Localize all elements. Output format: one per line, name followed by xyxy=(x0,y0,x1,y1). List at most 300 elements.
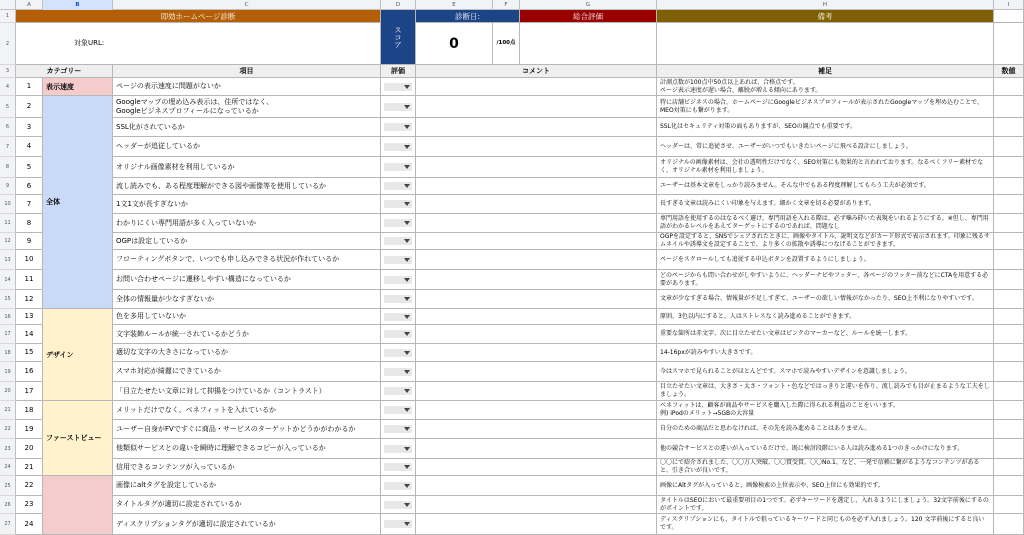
row-number-label: 11 xyxy=(4,220,11,226)
score-value-cell[interactable] xyxy=(416,23,493,65)
dropdown-chip[interactable] xyxy=(384,387,412,395)
row-index-cell[interactable] xyxy=(16,118,43,137)
chevron-down-icon xyxy=(404,278,410,282)
dropdown-chip[interactable] xyxy=(384,520,412,528)
dropdown-chip[interactable] xyxy=(384,103,412,111)
header-supplement-label: 補足 xyxy=(818,66,832,75)
row-number-label: 16 xyxy=(4,313,11,320)
value-cell[interactable] xyxy=(994,476,1024,496)
supplement-cell[interactable] xyxy=(657,362,994,382)
category-speed[interactable] xyxy=(43,78,113,96)
comment-cell[interactable] xyxy=(416,178,657,195)
supplement-cell[interactable] xyxy=(657,439,994,459)
row-number[interactable] xyxy=(0,23,16,65)
supplement-cell[interactable] xyxy=(657,309,994,325)
value-cell[interactable] xyxy=(994,362,1024,382)
row-number-label: 27 xyxy=(4,521,11,527)
category-seo[interactable] xyxy=(43,476,113,535)
row-index-cell[interactable] xyxy=(16,514,43,535)
row-number[interactable] xyxy=(0,270,16,290)
row-number-label: 9 xyxy=(5,183,10,189)
row-number[interactable] xyxy=(0,401,16,420)
check-item-cell[interactable] xyxy=(113,309,381,325)
row-number-label: 18 xyxy=(4,349,11,356)
row-number[interactable] xyxy=(0,420,16,439)
row-index: 12 xyxy=(24,294,34,303)
row-number-label: 13 xyxy=(4,256,11,263)
row-number-label: 25 xyxy=(4,482,11,489)
category-design-label: デザイン xyxy=(46,350,74,359)
column-header-bar xyxy=(0,0,1024,10)
check-item-cell[interactable] xyxy=(113,325,381,344)
row-number-label: 23 xyxy=(4,445,11,452)
value-cell[interactable] xyxy=(994,496,1024,514)
row-number[interactable] xyxy=(0,439,16,459)
value-cell[interactable] xyxy=(994,439,1024,459)
comment-cell[interactable] xyxy=(416,439,657,459)
comment-cell[interactable] xyxy=(416,459,657,476)
comment-cell[interactable] xyxy=(416,344,657,362)
chevron-down-icon xyxy=(404,85,410,89)
row-index-cell[interactable] xyxy=(16,344,43,362)
row-number-label: 24 xyxy=(4,464,11,470)
check-item-label: OGPは設定しているか xyxy=(116,236,188,245)
evaluation-dropdown[interactable] xyxy=(381,270,416,290)
row-index-cell[interactable] xyxy=(16,476,43,496)
row-index: 1 xyxy=(26,82,32,90)
col-header-b[interactable]: B xyxy=(43,0,113,10)
category-design[interactable] xyxy=(43,309,113,401)
check-item-cell[interactable] xyxy=(113,233,381,250)
row-number[interactable] xyxy=(0,157,16,178)
diagnosis-date-cell[interactable] xyxy=(416,10,520,23)
evaluation-dropdown[interactable] xyxy=(381,362,416,382)
supplement-cell[interactable] xyxy=(657,270,994,290)
value-cell[interactable] xyxy=(994,137,1024,157)
row-number-label: 21 xyxy=(4,407,11,413)
category-first-view[interactable] xyxy=(43,401,113,476)
evaluation-dropdown[interactable] xyxy=(381,250,416,270)
row-number[interactable] xyxy=(0,78,16,96)
row-index-cell[interactable] xyxy=(16,270,43,290)
row-number-label: 8 xyxy=(5,164,10,170)
dropdown-chip[interactable] xyxy=(384,83,412,91)
row-number[interactable] xyxy=(0,496,16,514)
evaluation-dropdown[interactable] xyxy=(381,344,416,362)
check-item-cell[interactable] xyxy=(113,439,381,459)
row-number[interactable] xyxy=(0,214,16,233)
category-overall[interactable] xyxy=(43,96,113,309)
check-item-label: スマホ対応が綺麗にできているか xyxy=(116,367,221,375)
value-cell[interactable] xyxy=(994,309,1024,325)
row-number[interactable] xyxy=(0,195,16,214)
col-header-c[interactable]: C xyxy=(113,0,381,10)
row-index-cell[interactable] xyxy=(16,420,43,439)
value-cell[interactable] xyxy=(994,401,1024,420)
evaluation-dropdown[interactable] xyxy=(381,178,416,195)
comment-cell[interactable] xyxy=(416,290,657,309)
supplement-text: SSL化はセキュリティ対策の面もありますが、SEOの観点でも重要です。 xyxy=(660,123,857,130)
comment-cell[interactable] xyxy=(416,157,657,178)
check-item-label: 信用できるコンテンツが入っているか xyxy=(116,462,235,471)
row-index-cell[interactable] xyxy=(16,214,43,233)
comment-cell[interactable] xyxy=(416,476,657,496)
value-cell[interactable] xyxy=(994,344,1024,362)
row-number-label: 7 xyxy=(5,143,10,150)
comment-cell[interactable] xyxy=(416,233,657,250)
col-header-h[interactable]: H xyxy=(657,0,994,10)
chevron-down-icon xyxy=(404,351,410,355)
supplement-cell[interactable] xyxy=(657,214,994,233)
supplement-text: 画像にAltタグが入っていると、画像検索の上位表示や、SEO上位にも効果的です。 xyxy=(660,481,884,489)
supplement-cell[interactable] xyxy=(657,118,994,137)
col-header-f[interactable]: F xyxy=(493,0,520,10)
supplement-cell[interactable] xyxy=(657,250,994,270)
chevron-down-icon xyxy=(404,258,410,262)
row-index-cell[interactable] xyxy=(16,250,43,270)
comment-cell[interactable] xyxy=(416,78,657,96)
chevron-down-icon xyxy=(404,315,410,319)
supplement-cell[interactable] xyxy=(657,476,994,496)
check-item-cell[interactable] xyxy=(113,362,381,382)
row-index: 11 xyxy=(24,275,34,283)
comment-cell[interactable] xyxy=(416,137,657,157)
dropdown-chip[interactable] xyxy=(384,368,412,376)
check-item-cell[interactable] xyxy=(113,195,381,214)
value-cell[interactable] xyxy=(994,96,1024,118)
check-item-cell[interactable] xyxy=(113,78,381,96)
supplement-cell[interactable] xyxy=(657,459,994,476)
comment-cell[interactable] xyxy=(416,96,657,118)
check-item-label: 文字装飾ルールが統一されているかどうか xyxy=(116,329,249,338)
evaluation-dropdown[interactable] xyxy=(381,233,416,250)
row-number[interactable] xyxy=(0,325,16,344)
evaluation-dropdown[interactable] xyxy=(381,496,416,514)
dropdown-chip[interactable] xyxy=(384,501,412,509)
evaluation-dropdown[interactable] xyxy=(381,214,416,233)
empty-cell[interactable] xyxy=(16,78,43,96)
dropdown-chip[interactable] xyxy=(384,349,412,357)
dropdown-chip[interactable] xyxy=(384,463,412,471)
row-number[interactable] xyxy=(0,476,16,496)
score-value: 0 xyxy=(449,35,459,52)
header-value[interactable] xyxy=(994,65,1024,78)
supplement-cell[interactable] xyxy=(657,195,994,214)
evaluation-dropdown[interactable] xyxy=(381,325,416,344)
dropdown-chip[interactable] xyxy=(384,123,412,131)
supplement-text: どのページからも問い合わせがしやすいように、ヘッダーナビやフッター、各ページのフッター前などにCTAを用意する必要があります。 xyxy=(660,271,989,287)
row-index: 4 xyxy=(26,142,32,150)
evaluation-dropdown[interactable] xyxy=(381,439,416,459)
check-item-cell[interactable] xyxy=(113,401,381,420)
diagnosis-date-label: 診断日: xyxy=(454,11,481,21)
supplement-text: 自分のための商品だと思わなければ、その先を読み進めることはありません。 xyxy=(660,425,871,432)
check-item-label: わかりにくい専門用語が多く入っていないか xyxy=(116,218,256,227)
chevron-down-icon xyxy=(404,370,410,374)
dropdown-chip[interactable] xyxy=(384,163,412,171)
check-item-label: Googleマップの埋め込み表示は、住所ではなく、 Googleビジネスプロフィールになっているか xyxy=(116,97,274,115)
row-index: 7 xyxy=(26,199,32,208)
row-number-label: 1 xyxy=(5,13,10,19)
evaluation-dropdown[interactable] xyxy=(381,514,416,535)
evaluation-dropdown[interactable] xyxy=(381,309,416,325)
check-item-cell[interactable] xyxy=(113,496,381,514)
check-item-cell[interactable] xyxy=(113,178,381,195)
row-index-cell[interactable] xyxy=(16,178,43,195)
evaluation-dropdown[interactable] xyxy=(381,401,416,420)
row-number[interactable] xyxy=(0,65,16,78)
comment-cell[interactable] xyxy=(416,250,657,270)
comment-cell[interactable] xyxy=(416,420,657,439)
row-number[interactable] xyxy=(0,344,16,362)
chevron-down-icon xyxy=(404,484,410,488)
row-index-cell[interactable] xyxy=(16,309,43,325)
value-cell[interactable] xyxy=(994,233,1024,250)
evaluation-dropdown[interactable] xyxy=(381,459,416,476)
evaluation-dropdown[interactable] xyxy=(381,382,416,401)
supplement-cell[interactable] xyxy=(657,96,994,118)
row-index-cell[interactable] xyxy=(16,290,43,309)
check-item-label: 他類似サービスとの違いを瞬時に理解できるコピーが入っているか xyxy=(116,444,326,452)
col-header-g[interactable]: G xyxy=(520,0,657,10)
comment-cell[interactable] xyxy=(416,270,657,290)
header-supplement[interactable] xyxy=(657,65,994,78)
row-index-cell[interactable] xyxy=(16,439,43,459)
supplement-cell[interactable] xyxy=(657,78,994,96)
row-index: 14 xyxy=(24,329,34,338)
dropdown-chip[interactable] xyxy=(384,313,412,321)
evaluation-dropdown[interactable] xyxy=(381,137,416,157)
supplement-cell[interactable] xyxy=(657,401,994,420)
supplement-text: 計測点数が100点中50点以上あれば、合格点です。 ページ表示速度が遅い場合、離脱が増える傾向にあります。 xyxy=(660,78,822,94)
row-index: 5 xyxy=(26,162,32,171)
comment-cell[interactable] xyxy=(416,118,657,137)
dropdown-chip[interactable] xyxy=(384,200,412,208)
chevron-down-icon xyxy=(404,105,410,109)
row-number-label: 19 xyxy=(4,368,11,375)
value-cell[interactable] xyxy=(994,420,1024,439)
supplement-cell[interactable] xyxy=(657,157,994,178)
comment-cell[interactable] xyxy=(416,382,657,401)
supplement-text: ベネフィットは、顧客が商品やサービスを購入した際に得られる利益のことをいいます。 例) iPodのメリット→5GBの大容量 xyxy=(660,402,900,417)
row-number-label: 20 xyxy=(4,388,11,394)
overall-eval-value[interactable] xyxy=(520,23,657,65)
row-number[interactable] xyxy=(0,137,16,157)
header-evaluation[interactable] xyxy=(381,65,416,78)
supplement-text: 〇〇にで紹介されました、〇〇万人突破、〇〇賞受賞、〇〇No.1、など、一発で信頼に繋がるようなコンテンツがあると、引き合いが良いです。 xyxy=(660,459,980,474)
evaluation-dropdown[interactable] xyxy=(381,476,416,496)
row-number[interactable] xyxy=(0,459,16,476)
supplement-cell[interactable] xyxy=(657,496,994,514)
supplement-text: 専門用語を使用するのはなるべく避け、専門用語を入れる際は、必ず噛み砕いた表現をいれるようにする。※但し、専門用語がわかるレベルをあえてターゲットにするのであれば、問題なし xyxy=(660,215,989,230)
dropdown-chip[interactable] xyxy=(384,256,412,264)
header-comment-label: コメント xyxy=(522,66,550,75)
row-index-cell[interactable] xyxy=(16,195,43,214)
header-item-label: 項目 xyxy=(239,66,254,75)
supplement-text: タイトルはSEOにおいて最重要項目の1つです。必ずキーワードを選定し、入れるようにしましょう。32文字前後にするのがポイントです。 xyxy=(660,496,989,512)
supplement-cell[interactable] xyxy=(657,290,994,309)
row-index: 13 xyxy=(24,312,34,320)
supplement-cell[interactable] xyxy=(657,178,994,195)
row-number-label: 4 xyxy=(5,83,10,90)
evaluation-dropdown[interactable] xyxy=(381,290,416,309)
supplement-text: OGPを設定すると、SNSでシェアされたときに、画像やタイトル、説明文などがカード形式で表示されます。印象に残るサムネイルや誘導文を設定することで、より多くの拡散や誘導につなげることができます。 xyxy=(660,233,990,248)
evaluation-dropdown[interactable] xyxy=(381,420,416,439)
value-cell[interactable] xyxy=(994,78,1024,96)
empty-cell[interactable] xyxy=(994,10,1024,23)
check-item-cell[interactable] xyxy=(113,382,381,401)
supplement-text: 目立たせたい文章は、大きさ・太さ・フォント・色などではっきりと違いを作り、流し読みでも目が止まるような工夫をしましょう。 xyxy=(660,383,990,398)
check-item-cell[interactable] xyxy=(113,157,381,178)
chevron-down-icon xyxy=(404,221,410,225)
comment-cell[interactable] xyxy=(416,195,657,214)
check-item-cell[interactable] xyxy=(113,250,381,270)
row-index-cell[interactable] xyxy=(16,401,43,420)
check-item-cell[interactable] xyxy=(113,214,381,233)
value-cell[interactable] xyxy=(994,270,1024,290)
evaluation-dropdown[interactable] xyxy=(381,96,416,118)
value-cell[interactable] xyxy=(994,290,1024,309)
row-index-cell[interactable] xyxy=(16,325,43,344)
comment-cell[interactable] xyxy=(416,401,657,420)
check-item-cell[interactable] xyxy=(113,476,381,496)
check-item-label: 色を多用していないか xyxy=(116,312,186,320)
remarks-header-cell[interactable] xyxy=(657,10,994,23)
evaluation-dropdown[interactable] xyxy=(381,157,416,178)
check-item-cell[interactable] xyxy=(113,420,381,439)
row-number[interactable] xyxy=(0,233,16,250)
dropdown-chip[interactable] xyxy=(384,425,412,433)
evaluation-dropdown[interactable] xyxy=(381,118,416,137)
supplement-cell[interactable] xyxy=(657,514,994,535)
check-item-cell[interactable] xyxy=(113,96,381,118)
row-number[interactable] xyxy=(0,309,16,325)
row-number[interactable] xyxy=(0,178,16,195)
comment-cell[interactable] xyxy=(416,514,657,535)
dropdown-chip[interactable] xyxy=(384,143,412,151)
row-number[interactable] xyxy=(0,382,16,401)
row-index-cell[interactable] xyxy=(16,459,43,476)
dropdown-chip[interactable] xyxy=(384,276,412,284)
col-header-d[interactable]: D xyxy=(381,0,416,10)
comment-cell[interactable] xyxy=(416,309,657,325)
supplement-cell[interactable] xyxy=(657,137,994,157)
row-number[interactable] xyxy=(0,290,16,309)
value-cell[interactable] xyxy=(994,195,1024,214)
row-index-cell[interactable] xyxy=(16,96,43,118)
dropdown-chip[interactable] xyxy=(384,330,412,338)
row-number-label: 15 xyxy=(4,296,11,302)
dropdown-chip[interactable] xyxy=(384,237,412,245)
row-number-label: 17 xyxy=(4,331,11,337)
score-unit-cell[interactable] xyxy=(493,23,520,65)
value-cell[interactable] xyxy=(994,459,1024,476)
empty-cell[interactable] xyxy=(994,23,1024,65)
comment-cell[interactable] xyxy=(416,214,657,233)
comment-cell[interactable] xyxy=(416,362,657,382)
check-item-cell[interactable] xyxy=(113,459,381,476)
comment-cell[interactable] xyxy=(416,496,657,514)
check-item-label: タイトルタグが適切に設定されているか xyxy=(116,500,242,508)
comment-cell[interactable] xyxy=(416,325,657,344)
check-item-label: 「目立たせたい文章に対して抑揚をつけているか（コントラスト） xyxy=(116,386,326,395)
supplement-cell[interactable] xyxy=(657,420,994,439)
evaluation-dropdown[interactable] xyxy=(381,195,416,214)
dropdown-chip[interactable] xyxy=(384,406,412,414)
supplement-cell[interactable] xyxy=(657,344,994,362)
check-item-cell[interactable] xyxy=(113,270,381,290)
header-comment[interactable] xyxy=(416,65,657,78)
value-cell[interactable] xyxy=(994,382,1024,401)
row-number[interactable] xyxy=(0,514,16,535)
row-index-cell[interactable] xyxy=(16,362,43,382)
col-header-e[interactable]: E xyxy=(416,0,493,10)
check-item-label: 流し読みでも、ある程度理解ができる図や画像等を使用しているか xyxy=(116,181,326,190)
col-header-i[interactable]: I xyxy=(994,0,1024,10)
value-cell[interactable] xyxy=(994,250,1024,270)
row-number[interactable] xyxy=(0,96,16,118)
sheet-title-cell[interactable] xyxy=(16,10,381,23)
remarks-value[interactable] xyxy=(657,23,994,65)
dropdown-chip[interactable] xyxy=(384,445,412,453)
row-index-cell[interactable] xyxy=(16,496,43,514)
col-header-a[interactable]: A xyxy=(16,0,43,10)
evaluation-dropdown[interactable] xyxy=(381,78,416,96)
row-index: 23 xyxy=(24,500,34,508)
value-cell[interactable] xyxy=(994,514,1024,535)
row-number-label: 6 xyxy=(5,124,10,130)
header-category[interactable] xyxy=(16,65,113,78)
url-cell[interactable] xyxy=(16,23,381,65)
row-index: 22 xyxy=(24,481,34,489)
value-cell[interactable] xyxy=(994,325,1024,344)
score-label: スコア xyxy=(393,25,403,49)
row-number[interactable] xyxy=(0,10,16,23)
dropdown-chip[interactable] xyxy=(384,295,412,303)
row-index-cell[interactable] xyxy=(16,137,43,157)
supplement-cell[interactable] xyxy=(657,233,994,250)
dropdown-chip[interactable] xyxy=(384,482,412,490)
row-number[interactable] xyxy=(0,362,16,382)
header-item[interactable] xyxy=(113,65,381,78)
select-all-corner[interactable] xyxy=(0,0,16,10)
value-cell[interactable] xyxy=(994,178,1024,195)
score-label-cell[interactable] xyxy=(381,10,416,65)
supplement-cell[interactable] xyxy=(657,325,994,344)
check-item-cell[interactable] xyxy=(113,137,381,157)
check-item-cell[interactable] xyxy=(113,290,381,309)
overall-eval-cell[interactable] xyxy=(520,10,657,23)
dropdown-chip[interactable] xyxy=(384,219,412,227)
check-item-cell[interactable] xyxy=(113,118,381,137)
supplement-text: ページをスクロールしても追従する申込ボタンを設置するようにしましょう。 xyxy=(660,255,870,263)
value-cell[interactable] xyxy=(994,118,1024,137)
row-index-cell[interactable] xyxy=(16,233,43,250)
row-number[interactable] xyxy=(0,250,16,270)
row-number-label: 14 xyxy=(4,276,11,283)
check-item-cell[interactable] xyxy=(113,514,381,535)
check-item-cell[interactable] xyxy=(113,344,381,362)
url-label: 対象URL: xyxy=(74,39,105,47)
value-cell[interactable] xyxy=(994,214,1024,233)
row-index-cell[interactable] xyxy=(16,157,43,178)
dropdown-chip[interactable] xyxy=(384,182,412,190)
value-cell[interactable] xyxy=(994,157,1024,178)
row-number-label: 22 xyxy=(4,426,11,432)
supplement-cell[interactable] xyxy=(657,382,994,401)
row-number[interactable] xyxy=(0,118,16,137)
row-index-cell[interactable] xyxy=(16,382,43,401)
